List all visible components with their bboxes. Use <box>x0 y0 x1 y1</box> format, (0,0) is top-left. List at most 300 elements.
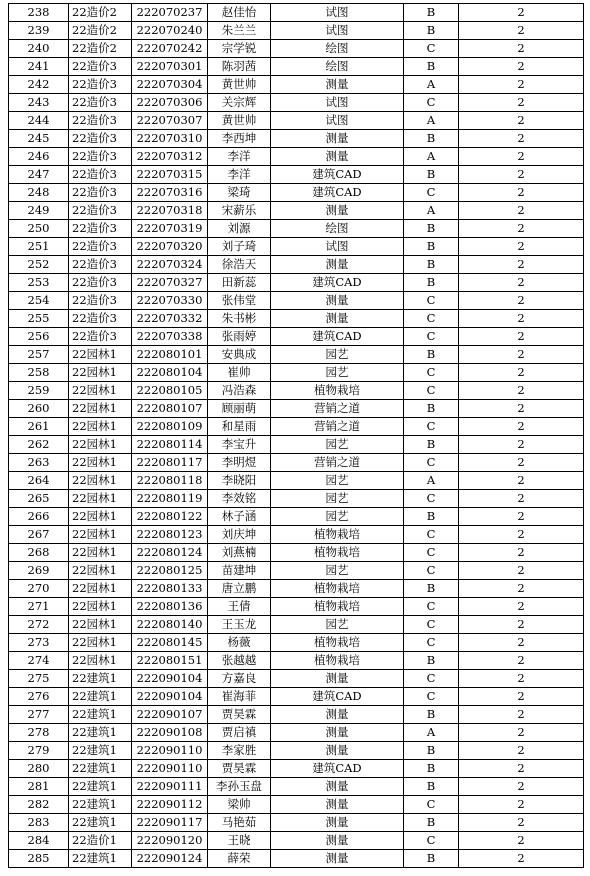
student-id-cell: 222080145 <box>132 634 208 652</box>
grade-cell: B <box>404 436 459 454</box>
row-number-cell: 282 <box>9 796 69 814</box>
grade-cell: B <box>404 778 459 796</box>
class-cell: 22建筑1 <box>69 796 132 814</box>
table-row <box>9 76 584 94</box>
credit-cell: 2 <box>459 724 584 742</box>
table-row <box>9 472 584 490</box>
class-cell: 22园林1 <box>69 490 132 508</box>
course-cell: 建筑CAD <box>271 166 404 184</box>
table-row <box>9 526 584 544</box>
name-cell: 安典成 <box>208 346 271 364</box>
credit-cell: 2 <box>459 436 584 454</box>
grade-cell: C <box>404 184 459 202</box>
name-cell: 李孙玉盘 <box>208 778 271 796</box>
table-row <box>9 328 584 346</box>
course-cell: 测量 <box>271 76 404 94</box>
course-cell: 植物栽培 <box>271 634 404 652</box>
table-row <box>9 166 584 184</box>
credit-cell: 2 <box>459 562 584 580</box>
name-cell: 梁琦 <box>208 184 271 202</box>
grade-cell: A <box>404 724 459 742</box>
name-cell: 王倩 <box>208 598 271 616</box>
credit-cell: 2 <box>459 598 584 616</box>
student-id-cell: 222070330 <box>132 292 208 310</box>
row-number-cell: 258 <box>9 364 69 382</box>
class-cell: 22园林1 <box>69 400 132 418</box>
course-cell: 试图 <box>271 238 404 256</box>
row-number-cell: 251 <box>9 238 69 256</box>
row-number-cell: 241 <box>9 58 69 76</box>
row-number-cell: 279 <box>9 742 69 760</box>
credit-cell: 2 <box>459 616 584 634</box>
grade-cell: C <box>404 562 459 580</box>
table-row <box>9 598 584 616</box>
student-id-cell: 222090111 <box>132 778 208 796</box>
table-row <box>9 382 584 400</box>
row-number-cell: 267 <box>9 526 69 544</box>
name-cell: 宋薪乐 <box>208 202 271 220</box>
class-cell: 22造价3 <box>69 76 132 94</box>
grade-table <box>8 3 584 868</box>
grade-cell: B <box>404 166 459 184</box>
row-number-cell: 255 <box>9 310 69 328</box>
course-cell: 营销之道 <box>271 418 404 436</box>
credit-cell: 2 <box>459 328 584 346</box>
table-row <box>9 148 584 166</box>
class-cell: 22园林1 <box>69 634 132 652</box>
table-row <box>9 490 584 508</box>
grade-cell: B <box>404 706 459 724</box>
name-cell: 崔帅 <box>208 364 271 382</box>
course-cell: 植物栽培 <box>271 598 404 616</box>
row-number-cell: 285 <box>9 850 69 868</box>
grade-cell: A <box>404 472 459 490</box>
credit-cell: 2 <box>459 706 584 724</box>
name-cell: 林子涵 <box>208 508 271 526</box>
credit-cell: 2 <box>459 274 584 292</box>
credit-cell: 2 <box>459 814 584 832</box>
student-id-cell: 222070315 <box>132 166 208 184</box>
course-cell: 测量 <box>271 148 404 166</box>
row-number-cell: 254 <box>9 292 69 310</box>
name-cell: 李明煜 <box>208 454 271 472</box>
name-cell: 徐浩天 <box>208 256 271 274</box>
row-number-cell: 242 <box>9 76 69 94</box>
grade-cell: C <box>404 796 459 814</box>
credit-cell: 2 <box>459 292 584 310</box>
course-cell: 园艺 <box>271 490 404 508</box>
name-cell: 黄世帅 <box>208 112 271 130</box>
row-number-cell: 244 <box>9 112 69 130</box>
student-id-cell: 222080117 <box>132 454 208 472</box>
grade-cell: C <box>404 40 459 58</box>
credit-cell: 2 <box>459 634 584 652</box>
student-id-cell: 222090120 <box>132 832 208 850</box>
name-cell: 李洋 <box>208 166 271 184</box>
class-cell: 22园林1 <box>69 598 132 616</box>
row-number-cell: 280 <box>9 760 69 778</box>
class-cell: 22造价3 <box>69 94 132 112</box>
student-id-cell: 222080114 <box>132 436 208 454</box>
course-cell: 测量 <box>271 814 404 832</box>
credit-cell: 2 <box>459 652 584 670</box>
table-row <box>9 202 584 220</box>
grade-cell: C <box>404 328 459 346</box>
student-id-cell: 222070237 <box>132 4 208 22</box>
course-cell: 试图 <box>271 94 404 112</box>
credit-cell: 2 <box>459 508 584 526</box>
class-cell: 22造价3 <box>69 202 132 220</box>
grade-cell: C <box>404 364 459 382</box>
grade-cell: B <box>404 760 459 778</box>
table-row <box>9 436 584 454</box>
table-row <box>9 562 584 580</box>
grade-cell: C <box>404 688 459 706</box>
table-row <box>9 688 584 706</box>
row-number-cell: 283 <box>9 814 69 832</box>
table-row <box>9 40 584 58</box>
name-cell: 刘源 <box>208 220 271 238</box>
grade-cell: B <box>404 814 459 832</box>
class-cell: 22造价3 <box>69 148 132 166</box>
row-number-cell: 256 <box>9 328 69 346</box>
row-number-cell: 261 <box>9 418 69 436</box>
name-cell: 王晓 <box>208 832 271 850</box>
class-cell: 22园林1 <box>69 454 132 472</box>
table-row <box>9 184 584 202</box>
row-number-cell: 257 <box>9 346 69 364</box>
course-cell: 植物栽培 <box>271 544 404 562</box>
name-cell: 苗建坤 <box>208 562 271 580</box>
table-row <box>9 652 584 670</box>
grade-cell: A <box>404 202 459 220</box>
table-row <box>9 418 584 436</box>
course-cell: 测量 <box>271 130 404 148</box>
grade-cell: C <box>404 544 459 562</box>
row-number-cell: 252 <box>9 256 69 274</box>
credit-cell: 2 <box>459 112 584 130</box>
student-id-cell: 222090124 <box>132 850 208 868</box>
class-cell: 22建筑1 <box>69 706 132 724</box>
credit-cell: 2 <box>459 850 584 868</box>
class-cell: 22园林1 <box>69 544 132 562</box>
class-cell: 22造价3 <box>69 220 132 238</box>
student-id-cell: 222070318 <box>132 202 208 220</box>
row-number-cell: 249 <box>9 202 69 220</box>
credit-cell: 2 <box>459 184 584 202</box>
grade-cell: B <box>404 508 459 526</box>
grade-cell: B <box>404 580 459 598</box>
student-id-cell: 222080104 <box>132 364 208 382</box>
grade-cell: B <box>404 742 459 760</box>
grade-cell: C <box>404 490 459 508</box>
student-id-cell: 222080133 <box>132 580 208 598</box>
student-id-cell: 222080119 <box>132 490 208 508</box>
course-cell: 建筑CAD <box>271 688 404 706</box>
table-row <box>9 364 584 382</box>
class-cell: 22建筑1 <box>69 850 132 868</box>
credit-cell: 2 <box>459 580 584 598</box>
class-cell: 22园林1 <box>69 364 132 382</box>
grade-cell: B <box>404 238 459 256</box>
row-number-cell: 262 <box>9 436 69 454</box>
table-row <box>9 706 584 724</box>
class-cell: 22园林1 <box>69 418 132 436</box>
credit-cell: 2 <box>459 202 584 220</box>
grade-cell: B <box>404 256 459 274</box>
class-cell: 22园林1 <box>69 562 132 580</box>
table-row <box>9 274 584 292</box>
table-row <box>9 796 584 814</box>
name-cell: 田新蕊 <box>208 274 271 292</box>
name-cell: 李洋 <box>208 148 271 166</box>
name-cell: 黄世帅 <box>208 76 271 94</box>
credit-cell: 2 <box>459 544 584 562</box>
course-cell: 园艺 <box>271 508 404 526</box>
credit-cell: 2 <box>459 40 584 58</box>
class-cell: 22园林1 <box>69 616 132 634</box>
class-cell: 22园林1 <box>69 652 132 670</box>
name-cell: 朱书彬 <box>208 310 271 328</box>
course-cell: 测量 <box>271 832 404 850</box>
course-cell: 建筑CAD <box>271 760 404 778</box>
course-cell: 园艺 <box>271 346 404 364</box>
class-cell: 22造价3 <box>69 292 132 310</box>
row-number-cell: 265 <box>9 490 69 508</box>
student-id-cell: 222080140 <box>132 616 208 634</box>
credit-cell: 2 <box>459 346 584 364</box>
name-cell: 张越越 <box>208 652 271 670</box>
class-cell: 22园林1 <box>69 580 132 598</box>
row-number-cell: 276 <box>9 688 69 706</box>
name-cell: 和星雨 <box>208 418 271 436</box>
student-id-cell: 222070327 <box>132 274 208 292</box>
course-cell: 建筑CAD <box>271 328 404 346</box>
name-cell: 贾昊霖 <box>208 760 271 778</box>
student-id-cell: 222080122 <box>132 508 208 526</box>
credit-cell: 2 <box>459 670 584 688</box>
class-cell: 22造价3 <box>69 112 132 130</box>
student-id-cell: 222080123 <box>132 526 208 544</box>
credit-cell: 2 <box>459 220 584 238</box>
student-id-cell: 222090104 <box>132 688 208 706</box>
student-id-cell: 222090117 <box>132 814 208 832</box>
name-cell: 冯浩森 <box>208 382 271 400</box>
student-id-cell: 222070240 <box>132 22 208 40</box>
row-number-cell: 246 <box>9 148 69 166</box>
name-cell: 李效铭 <box>208 490 271 508</box>
row-number-cell: 274 <box>9 652 69 670</box>
credit-cell: 2 <box>459 454 584 472</box>
name-cell: 张伟堂 <box>208 292 271 310</box>
row-number-cell: 245 <box>9 130 69 148</box>
class-cell: 22建筑1 <box>69 778 132 796</box>
table-row <box>9 130 584 148</box>
student-id-cell: 222080107 <box>132 400 208 418</box>
name-cell: 刘燕楠 <box>208 544 271 562</box>
class-cell: 22造价3 <box>69 166 132 184</box>
name-cell: 杨薇 <box>208 634 271 652</box>
student-id-cell: 222070310 <box>132 130 208 148</box>
grade-cell: C <box>404 418 459 436</box>
course-cell: 植物栽培 <box>271 382 404 400</box>
student-id-cell: 222070307 <box>132 112 208 130</box>
class-cell: 22造价2 <box>69 4 132 22</box>
name-cell: 顾丽萌 <box>208 400 271 418</box>
credit-cell: 2 <box>459 364 584 382</box>
student-id-cell: 222070316 <box>132 184 208 202</box>
credit-cell: 2 <box>459 400 584 418</box>
student-id-cell: 222070242 <box>132 40 208 58</box>
class-cell: 22建筑1 <box>69 688 132 706</box>
course-cell: 测量 <box>271 310 404 328</box>
course-cell: 绘图 <box>271 58 404 76</box>
row-number-cell: 284 <box>9 832 69 850</box>
class-cell: 22建筑1 <box>69 724 132 742</box>
table-row <box>9 814 584 832</box>
row-number-cell: 259 <box>9 382 69 400</box>
student-id-cell: 222080101 <box>132 346 208 364</box>
name-cell: 王玉龙 <box>208 616 271 634</box>
grade-cell: C <box>404 382 459 400</box>
credit-cell: 2 <box>459 148 584 166</box>
class-cell: 22造价3 <box>69 130 132 148</box>
row-number-cell: 264 <box>9 472 69 490</box>
table-row <box>9 544 584 562</box>
row-number-cell: 268 <box>9 544 69 562</box>
name-cell: 薛荣 <box>208 850 271 868</box>
table-row <box>9 22 584 40</box>
credit-cell: 2 <box>459 310 584 328</box>
student-id-cell: 222070319 <box>132 220 208 238</box>
row-number-cell: 281 <box>9 778 69 796</box>
student-id-cell: 222090110 <box>132 760 208 778</box>
course-cell: 试图 <box>271 112 404 130</box>
class-cell: 22造价3 <box>69 328 132 346</box>
grade-cell: C <box>404 454 459 472</box>
class-cell: 22建筑1 <box>69 814 132 832</box>
course-cell: 园艺 <box>271 472 404 490</box>
credit-cell: 2 <box>459 742 584 760</box>
class-cell: 22园林1 <box>69 508 132 526</box>
table-row <box>9 454 584 472</box>
row-number-cell: 275 <box>9 670 69 688</box>
grade-cell: C <box>404 292 459 310</box>
grade-cell: B <box>404 22 459 40</box>
grade-cell: C <box>404 832 459 850</box>
course-cell: 测量 <box>271 256 404 274</box>
table-row <box>9 634 584 652</box>
row-number-cell: 266 <box>9 508 69 526</box>
credit-cell: 2 <box>459 490 584 508</box>
course-cell: 营销之道 <box>271 400 404 418</box>
student-id-cell: 222080151 <box>132 652 208 670</box>
row-number-cell: 250 <box>9 220 69 238</box>
grade-cell: B <box>404 400 459 418</box>
row-number-cell: 269 <box>9 562 69 580</box>
table-row <box>9 724 584 742</box>
credit-cell: 2 <box>459 688 584 706</box>
table-row <box>9 292 584 310</box>
table-row <box>9 94 584 112</box>
student-id-cell: 222080124 <box>132 544 208 562</box>
grade-cell: B <box>404 652 459 670</box>
course-cell: 园艺 <box>271 616 404 634</box>
student-id-cell: 222090110 <box>132 742 208 760</box>
grade-cell: B <box>404 850 459 868</box>
name-cell: 刘子琦 <box>208 238 271 256</box>
credit-cell: 2 <box>459 130 584 148</box>
table-row <box>9 850 584 868</box>
class-cell: 22造价3 <box>69 238 132 256</box>
name-cell: 朱兰兰 <box>208 22 271 40</box>
course-cell: 测量 <box>271 742 404 760</box>
name-cell: 方嘉良 <box>208 670 271 688</box>
grade-cell: C <box>404 670 459 688</box>
credit-cell: 2 <box>459 238 584 256</box>
class-cell: 22造价3 <box>69 274 132 292</box>
name-cell: 陈羽茜 <box>208 58 271 76</box>
name-cell: 梁帅 <box>208 796 271 814</box>
course-cell: 试图 <box>271 22 404 40</box>
student-id-cell: 222090112 <box>132 796 208 814</box>
course-cell: 测量 <box>271 796 404 814</box>
class-cell: 22建筑1 <box>69 670 132 688</box>
row-number-cell: 248 <box>9 184 69 202</box>
student-id-cell: 222090108 <box>132 724 208 742</box>
student-id-cell: 222070332 <box>132 310 208 328</box>
course-cell: 测量 <box>271 724 404 742</box>
table-row <box>9 670 584 688</box>
table-row <box>9 778 584 796</box>
row-number-cell: 240 <box>9 40 69 58</box>
class-cell: 22园林1 <box>69 472 132 490</box>
course-cell: 建筑CAD <box>271 274 404 292</box>
student-id-cell: 222090107 <box>132 706 208 724</box>
class-cell: 22造价2 <box>69 22 132 40</box>
student-id-cell: 222080105 <box>132 382 208 400</box>
student-id-cell: 222070306 <box>132 94 208 112</box>
grade-cell: C <box>404 616 459 634</box>
student-id-cell: 222070301 <box>132 58 208 76</box>
class-cell: 22园林1 <box>69 346 132 364</box>
class-cell: 22园林1 <box>69 526 132 544</box>
course-cell: 植物栽培 <box>271 652 404 670</box>
credit-cell: 2 <box>459 760 584 778</box>
name-cell: 李宝升 <box>208 436 271 454</box>
course-cell: 植物栽培 <box>271 526 404 544</box>
table-row <box>9 346 584 364</box>
table-row <box>9 4 584 22</box>
table-row <box>9 112 584 130</box>
course-cell: 植物栽培 <box>271 580 404 598</box>
course-cell: 园艺 <box>271 436 404 454</box>
grade-cell: C <box>404 526 459 544</box>
row-number-cell: 260 <box>9 400 69 418</box>
credit-cell: 2 <box>459 166 584 184</box>
class-cell: 22建筑1 <box>69 760 132 778</box>
course-cell: 园艺 <box>271 364 404 382</box>
course-cell: 测量 <box>271 202 404 220</box>
credit-cell: 2 <box>459 778 584 796</box>
class-cell: 22园林1 <box>69 436 132 454</box>
grade-cell: B <box>404 220 459 238</box>
student-id-cell: 222070320 <box>132 238 208 256</box>
course-cell: 建筑CAD <box>271 184 404 202</box>
credit-cell: 2 <box>459 256 584 274</box>
row-number-cell: 253 <box>9 274 69 292</box>
student-id-cell: 222080136 <box>132 598 208 616</box>
